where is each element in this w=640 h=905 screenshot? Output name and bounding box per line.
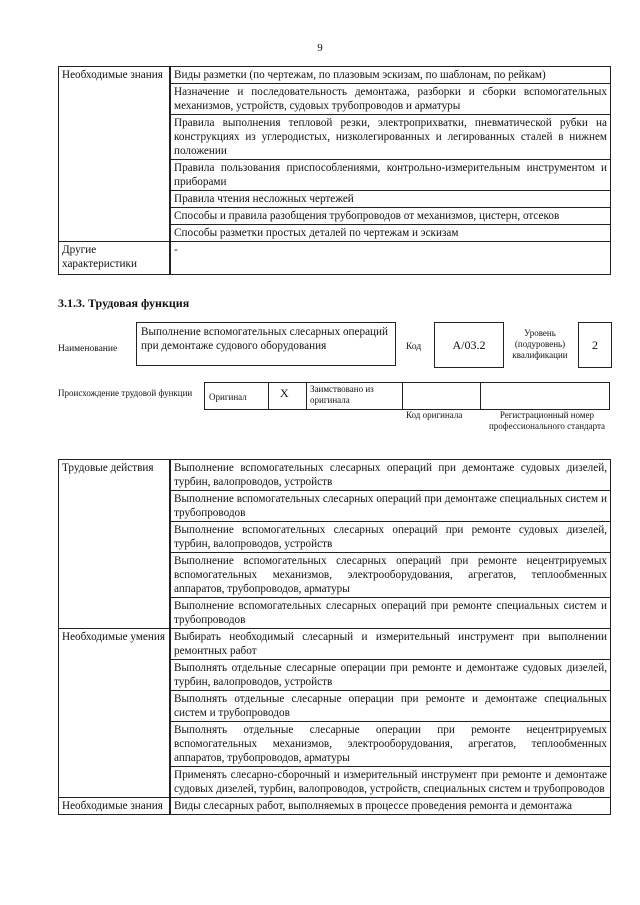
- name-label: Наименование: [58, 344, 118, 354]
- table-cell: Виды разметки (по чертежам, по плазовым эскизам, по шаблонам, по рейкам): [170, 67, 611, 84]
- table-cell: Выполнение вспомогательных слесарных операций при ремонте специальных систем и трубопроводов: [170, 598, 611, 629]
- origin-label: Происхождение трудовой функции: [58, 388, 193, 398]
- original-mark: X: [280, 386, 289, 400]
- table-cell: Выполнять отдельные слесарные операции при ремонте и демонтаже судовых дизелей, турбин, валопроводов, устройств: [170, 660, 611, 691]
- original-label: Оригинал: [209, 392, 247, 402]
- table-cell: Назначение и последовательность демонтажа, разборки и сборки вспомогательных механизмов, устройств, судовых трубопроводов и арматуры: [170, 84, 611, 115]
- table-cell: Выполнение вспомогательных слесарных операций при демонтаже судовых дизелей, турбин, валопроводов, устройств: [170, 460, 611, 491]
- row-label: Необходимые знания: [59, 798, 171, 815]
- knowledge-table-continued: [58, 66, 611, 275]
- table-cell: Способы и правила разобщения трубопроводов от механизмов, цистерн, отсеков: [170, 208, 611, 225]
- table-cell: Выполнять отдельные слесарные операции при ремонте нецентрируемых вспомогательных механизмов, электрооборудования, агрегатов, теплообменных аппаратов, трубопроводов, арматуры: [170, 722, 611, 767]
- row-label: Трудовые действия: [59, 460, 171, 629]
- borrowed-label: Заимствовано из оригинала: [310, 384, 374, 405]
- row-label: Другие характеристики: [59, 242, 171, 275]
- function-details-table: [58, 459, 611, 815]
- table-cell: Правила чтения несложных чертежей: [170, 191, 611, 208]
- table-cell: Правила пользования приспособлениями, контрольно-измерительным инструментом и приборами: [170, 160, 611, 191]
- level-value: 2: [578, 322, 612, 368]
- function-name: Выполнение вспомогательных слесарных операций при демонтаже судового оборудования: [136, 322, 396, 366]
- table-cell: Способы разметки простых деталей по чертежам и эскизам: [170, 225, 611, 242]
- table-cell: Выполнение вспомогательных слесарных операций при демонтаже специальных систем и трубопроводов: [170, 491, 611, 522]
- page-number: 9: [317, 42, 323, 54]
- table-cell: -: [170, 242, 611, 275]
- section-title: 3.1.3. Трудовая функция: [58, 296, 190, 310]
- code-label: Код: [406, 342, 422, 352]
- table-cell: Выбирать необходимый слесарный и измерительный инструмент при выполнении ремонтных работ: [170, 629, 611, 660]
- row-label: Необходимые умения: [59, 629, 171, 798]
- function-code: A/03.2: [434, 322, 504, 368]
- table-cell: Применять слесарно-сборочный и измерительный инструмент при ремонте и демонтаже судовых дизелей, турбин, валопроводов, устройств, специальных систем и трубопроводов: [170, 767, 611, 798]
- level-label: Уровень (подуровень) квалификации: [512, 328, 568, 360]
- table-cell: Виды слесарных работ, выполняемых в процессе проведения ремонта и демонтажа: [170, 798, 611, 815]
- code-original-caption: Код оригинала: [406, 410, 463, 420]
- table-cell: Выполнение вспомогательных слесарных операций при ремонте судовых дизелей, турбин, валопроводов, устройств: [170, 522, 611, 553]
- reg-number-caption: Регистрационный номер профессионального стандарта: [488, 410, 606, 431]
- table-cell: Выполнение вспомогательных слесарных операций при ремонте нецентрируемых вспомогательных механизмов, электрооборудования, агрегатов, теплообменных аппаратов, трубопроводов, арматуры: [170, 553, 611, 598]
- table-cell: Выполнять отдельные слесарные операции при ремонте и демонтаже специальных систем и трубопроводов: [170, 691, 611, 722]
- row-label: Необходимые знания: [59, 67, 171, 242]
- origin-box: [204, 382, 610, 410]
- table-cell: Правила выполнения тепловой резки, электроприхватки, пневматической рубки на конструкциях из углеродистых, низколегированных и легированных сталей в нижнем положении: [170, 115, 611, 160]
